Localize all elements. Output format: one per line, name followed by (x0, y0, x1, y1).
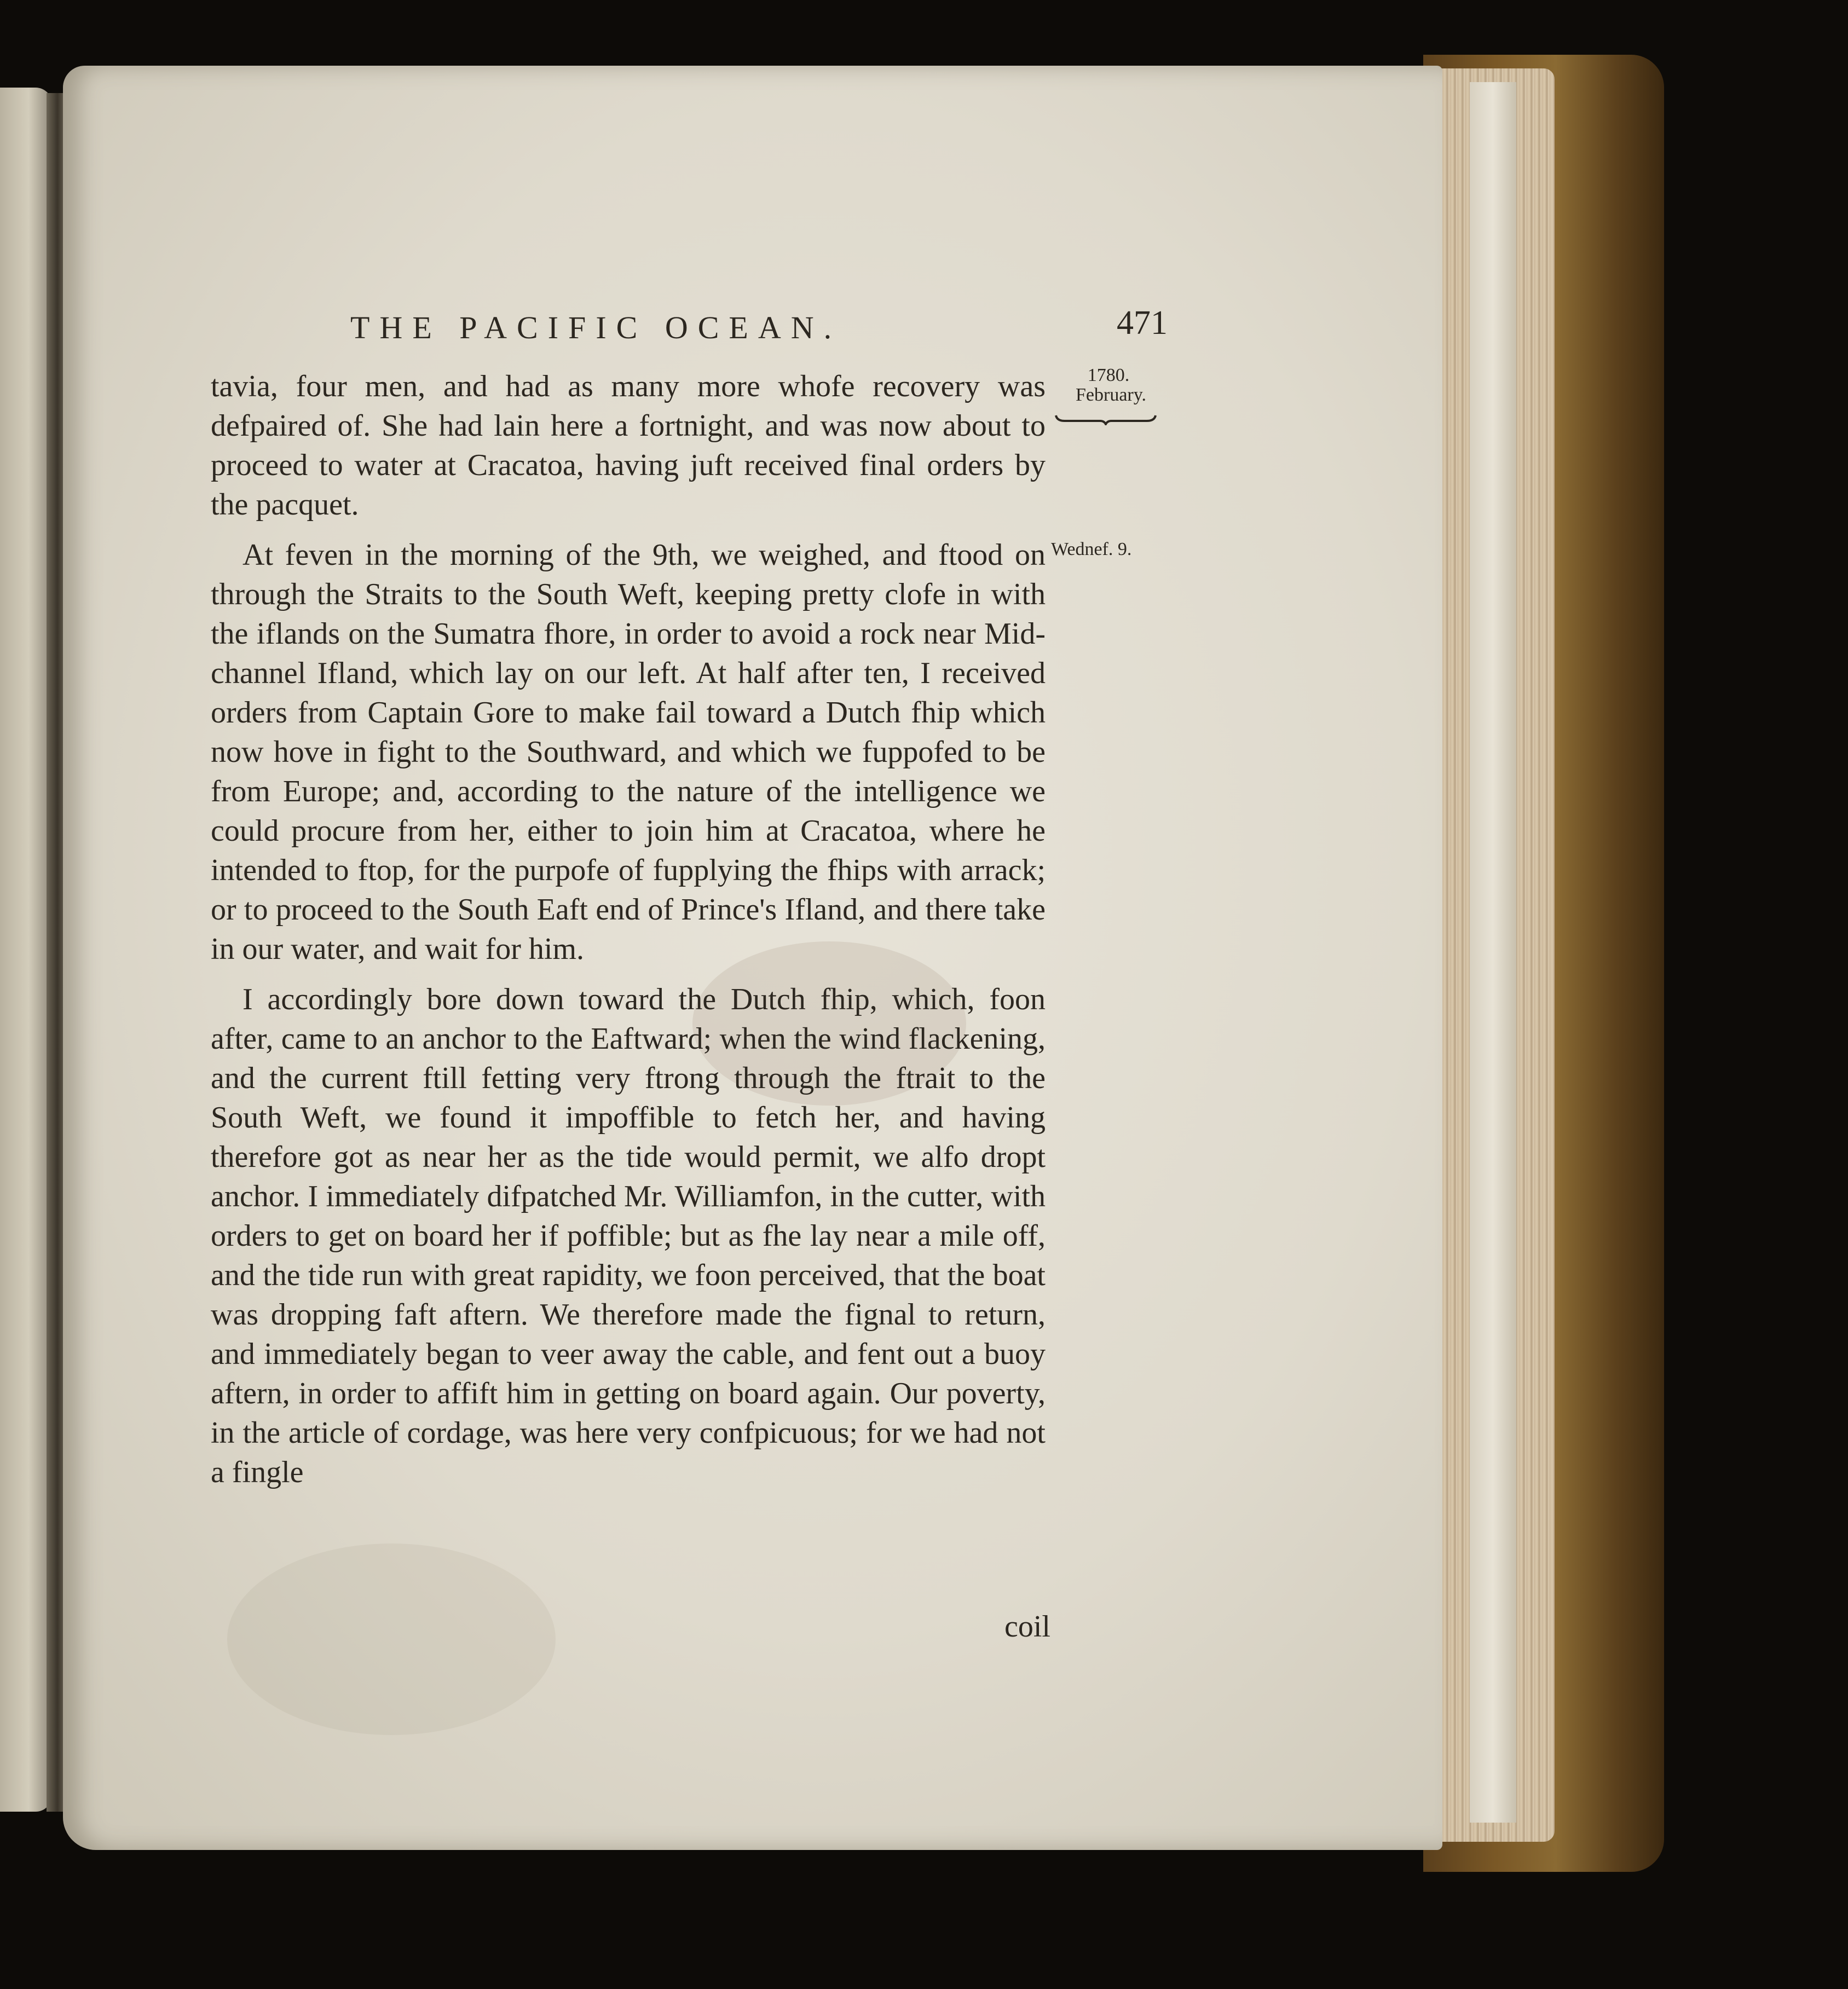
paragraph: At feven in the morning of the 9th, we weighed, and ftood on through the Straits to the South Weft, keeping pretty clofe in with the iflands on the Sumatra fhore, in order to avoid a rock near Mid-channel Ifland, which lay on our left. At half after ten, I received orders from Captain Gore to make fail toward a Dutch fhip which now hove in fight to the Southward, and which we fuppofed to be from Europe; and, according to the nature of the intelligence we could procure from her, either to join him at Cracatoa, where he intended to ftop, for the purpofe of fupplying the fhips with arrack; or to proceed to the South Eaft end of Prince's Ifland, and there take in our water, and wait for him. (211, 538, 1046, 966)
body-text (211, 367, 1046, 1503)
paper-stain (227, 1543, 556, 1735)
catchword: coil (1004, 1610, 1050, 1644)
margin-note-day: Wednef. 9. (1051, 539, 1132, 559)
paragraph: I accordingly bore down toward the Dutch fhip, which, foon after, came to an anchor to the Eaftward; when the wind flackening, and the current ftill fetting very ftrong through the ftrait to the South Weft, we found it impoffible to fetch her, and having therefore got as near her as the tide would permit, we alfo dropt anchor. I immediately difpatched Mr. Williamfon, in the cutter, with orders to get on board her if poffible; but as fhe lay near a mile off, and the tide run with great rapidity, we foon perceived, that the boat was dropping faft aftern. We therefore made the fignal to return, and immediately began to veer away the cable, and fent out a buoy aftern, in order to affift him in getting on board again. Our poverty, in the article of cordage, was here very confpicuous; for we had not a fingle (211, 982, 1046, 1489)
paragraph: tavia, four men, and had as many more whofe recovery was defpaired of. She had lain here a fortnight, and was now about to proceed to water at Cracatoa, having juft received final orders by the pacquet. (211, 369, 1046, 522)
running-head: THE PACIFIC OCEAN. (350, 310, 842, 345)
margin-month: February. (1076, 385, 1147, 405)
margin-brace-icon (1054, 413, 1158, 425)
left-page-edge (0, 88, 52, 1812)
margin-year: 1780. (1087, 365, 1130, 385)
margin-note-date (1076, 365, 1147, 405)
page-fore-edge-inner (1470, 82, 1516, 1823)
page-number: 471 (1117, 304, 1168, 342)
